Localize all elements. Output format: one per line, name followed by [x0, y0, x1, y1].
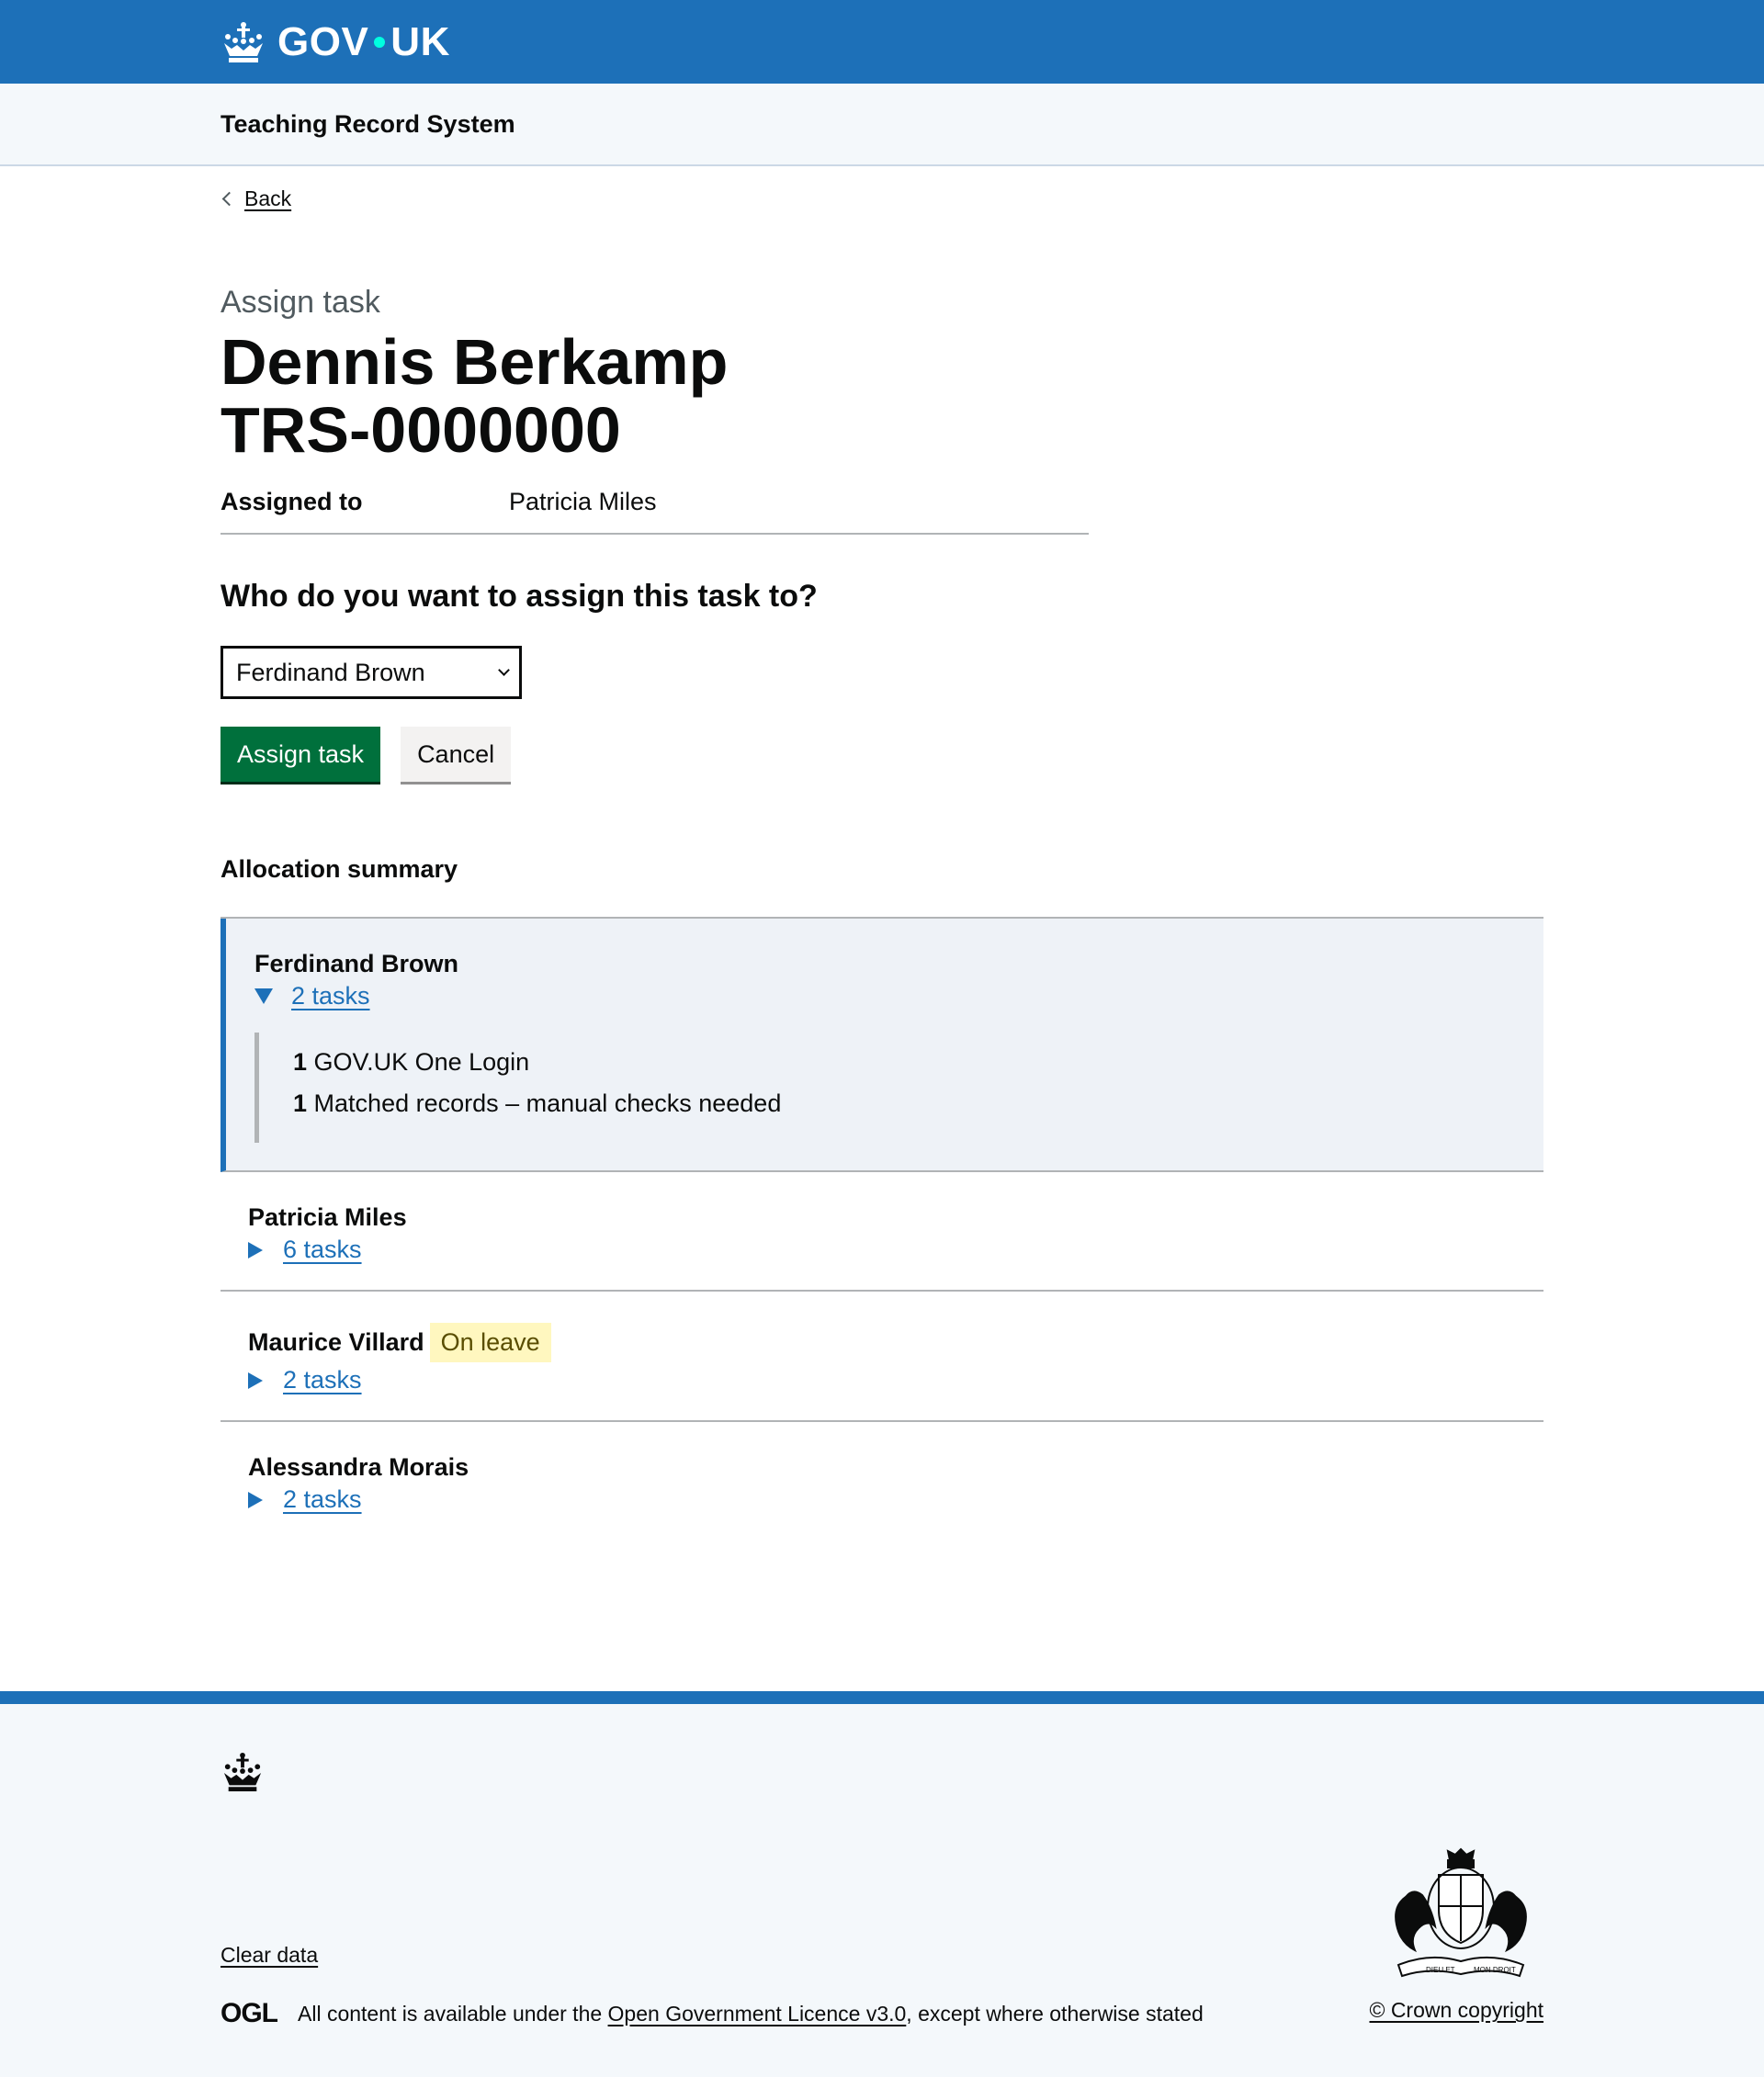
task-count: 1: [293, 1048, 308, 1076]
triangle-right-icon: [248, 1492, 263, 1508]
allocation-user-name: [254, 950, 1516, 978]
user-name: Alessandra Morais: [248, 1453, 469, 1481]
assignee-select-value: Ferdinand Brown: [236, 658, 425, 686]
tasks-count-link[interactable]: 2 tasks: [283, 1485, 362, 1513]
task-breakdown-item: [293, 1083, 1516, 1124]
task-type: GOV.UK One Login: [313, 1048, 530, 1076]
allocation-item-selected: [220, 919, 1544, 1172]
service-navigation: [0, 84, 1764, 166]
service-name[interactable]: Teaching Record System: [220, 109, 515, 138]
govuk-logo-link[interactable]: [220, 19, 450, 65]
tasks-count-link[interactable]: 2 tasks: [291, 982, 370, 1010]
user-name: Ferdinand Brown: [254, 950, 458, 977]
assignee-select[interactable]: [220, 646, 522, 699]
tasks-details-toggle[interactable]: [248, 1366, 1516, 1394]
clear-data-link[interactable]: Clear data: [220, 1943, 319, 1967]
licence-statement: [220, 1998, 1204, 2029]
logo-text-left: GOV: [277, 18, 369, 64]
tasks-count-link[interactable]: 6 tasks: [283, 1236, 362, 1263]
task-breakdown: [254, 1033, 1516, 1143]
triangle-right-icon: [248, 1372, 263, 1389]
crest-motto-left: DIEU ET: [1426, 1966, 1455, 1974]
allocation-summary-title: Allocation summary: [220, 855, 458, 883]
task-type: Matched records – manual checks needed: [313, 1089, 782, 1117]
assign-task-button[interactable]: Assign task: [220, 727, 380, 782]
assign-question: Who do you want to assign this task to?: [220, 579, 818, 614]
chevron-left-icon: [222, 192, 237, 207]
govuk-header: [0, 0, 1764, 84]
page-title-reference: TRS-0000000: [220, 394, 621, 466]
royal-coat-of-arms-icon: [1378, 1842, 1544, 1989]
triangle-down-icon: [254, 988, 273, 1004]
licence-prefix: All content is available under the: [298, 2001, 603, 2026]
task-count: 1: [293, 1089, 308, 1117]
allocation-item: [220, 1422, 1544, 1540]
logo-dot: [374, 37, 385, 48]
crown-icon: [220, 21, 266, 63]
task-breakdown-item: [293, 1042, 1516, 1083]
page-caption: Assign task: [220, 285, 380, 320]
back-link-label: Back: [244, 186, 292, 210]
logo-text: [277, 19, 450, 65]
triangle-right-icon: [248, 1242, 263, 1259]
allocation-user-name: [248, 1453, 1516, 1482]
licence-suffix: , except where otherwise stated: [906, 2001, 1204, 2026]
tasks-details-toggle[interactable]: [248, 1236, 1516, 1264]
allocation-list: [220, 917, 1544, 1540]
crown-icon: [220, 1752, 265, 1792]
summary-key: Assigned to: [220, 488, 363, 515]
ogl-logo-icon: OGL: [220, 1998, 277, 2028]
user-name: Patricia Miles: [248, 1203, 407, 1231]
user-name: Maurice Villard: [248, 1328, 424, 1356]
licence-link[interactable]: Open Government Licence v3.0: [607, 2001, 907, 2026]
summary-row-assigned-to: [220, 488, 1089, 535]
summary-value: Patricia Miles: [509, 488, 657, 515]
page-title-name: Dennis Berkamp: [220, 326, 729, 398]
allocation-item: [220, 1172, 1544, 1292]
crest-motto-right: MON DROIT: [1474, 1966, 1516, 1974]
tasks-count-link[interactable]: 2 tasks: [283, 1366, 362, 1394]
form-buttons: [220, 727, 1544, 782]
back-link[interactable]: [220, 186, 291, 211]
on-leave-tag: On leave: [430, 1323, 551, 1362]
allocation-user-name: [248, 1323, 1516, 1362]
cancel-button[interactable]: Cancel: [401, 727, 511, 782]
crown-copyright-link[interactable]: © Crown copyright: [1369, 1998, 1544, 2022]
chevron-down-icon: [498, 664, 510, 676]
page-title: [220, 328, 1544, 464]
allocation-item: [220, 1292, 1544, 1422]
main-content: [0, 166, 1764, 1691]
tasks-details-toggle[interactable]: [254, 982, 1516, 1010]
allocation-user-name: [248, 1203, 1516, 1232]
govuk-footer: [0, 1691, 1764, 2077]
tasks-details-toggle[interactable]: [248, 1485, 1516, 1514]
logo-text-right: UK: [390, 18, 450, 64]
